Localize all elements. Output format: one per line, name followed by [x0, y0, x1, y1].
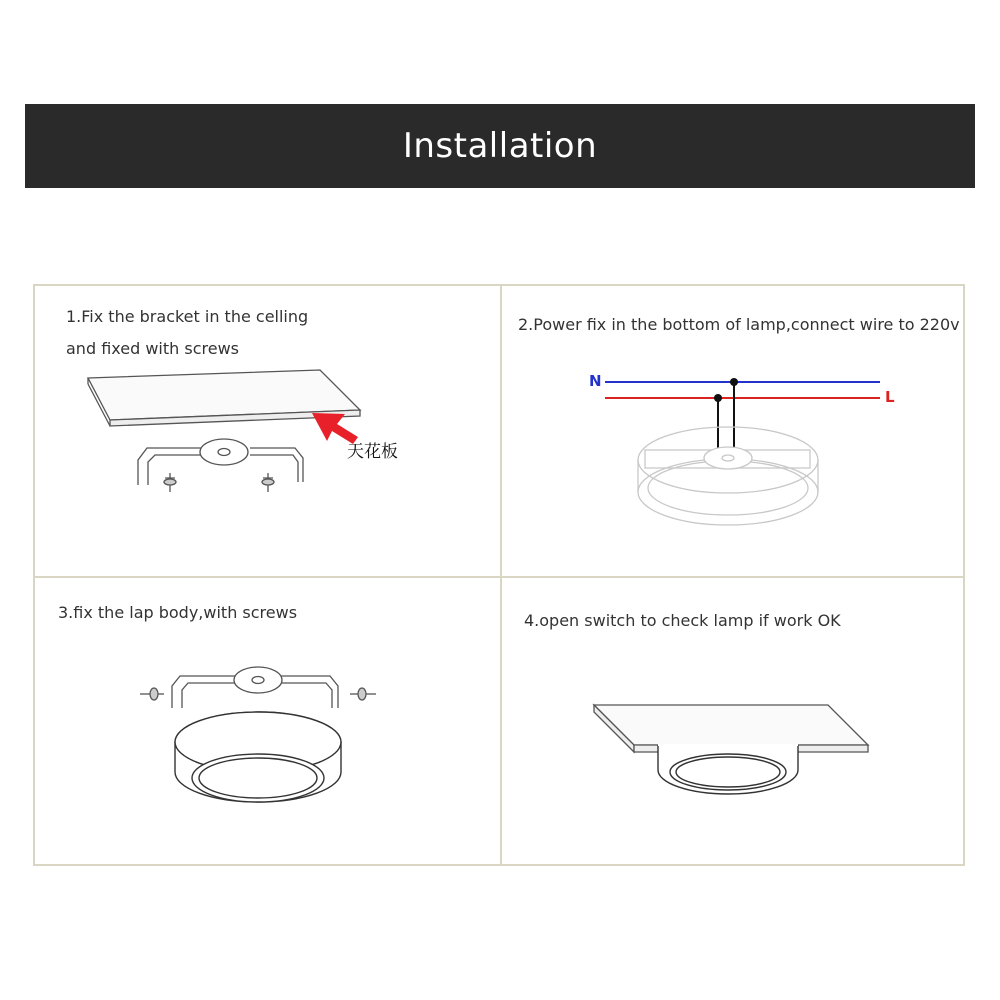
wire-l-label: L [885, 388, 895, 406]
wire-n-label: N [589, 372, 602, 390]
step2-caption: 2.Power fix in the bottom of lamp,connect wire to 220v [518, 315, 960, 334]
step3-caption: 3.fix the lap body,with screws [58, 603, 298, 622]
lamp-body [658, 745, 798, 794]
step1-caption-line1: 1.Fix the bracket in the celling [66, 307, 309, 326]
ceiling-label: 天花板 [347, 442, 398, 462]
page-title: Installation [402, 126, 598, 166]
step4-caption: 4.open switch to check lamp if work OK [524, 611, 841, 630]
step1-caption-line2: and fixed with screws [66, 339, 239, 358]
